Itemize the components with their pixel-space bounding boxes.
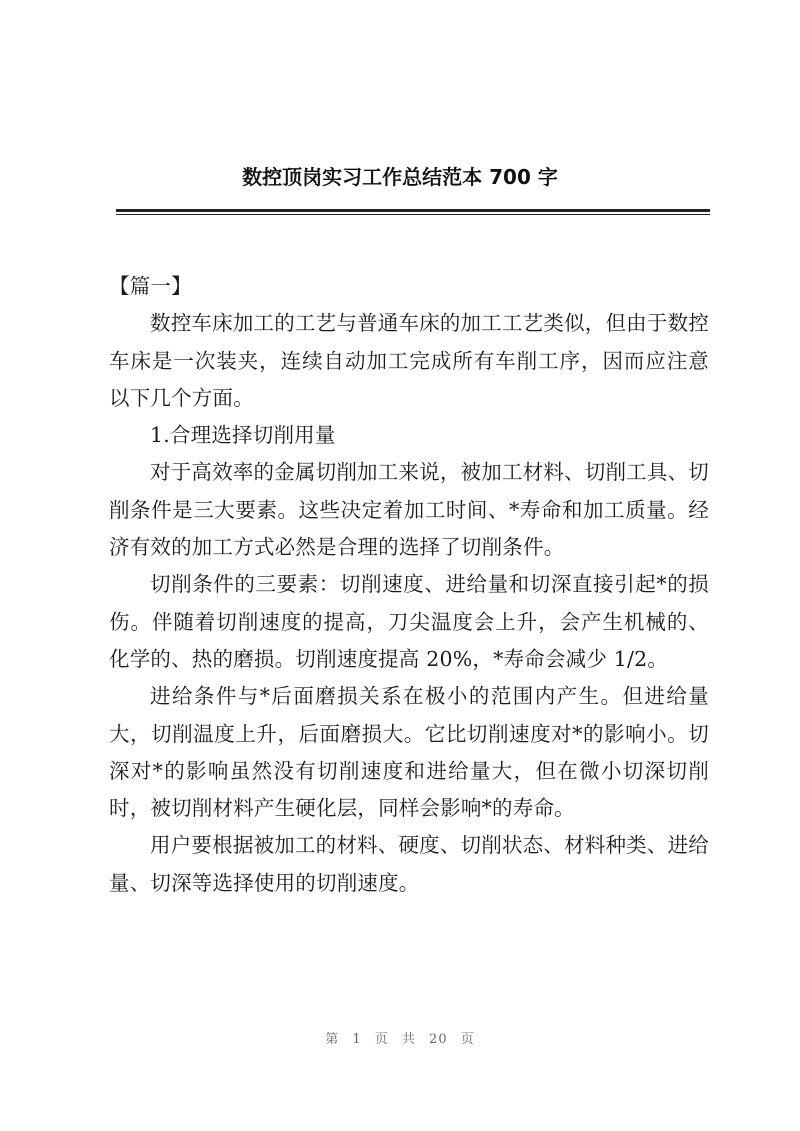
title-divider	[116, 209, 710, 215]
document-body	[109, 268, 709, 902]
section-heading: 1.合理选择切削用量	[150, 423, 336, 448]
section-label: 【篇一】	[109, 274, 192, 298]
page-number-footer: 第 1 页 共 20 页	[325, 1032, 475, 1047]
paragraph: 进给条件与*后面磨损关系在极小的范围内产生。但进给量大，切削温度上升，后面磨损大。它比切削速度对*的影响小。切深对*的影响虽然没有切削速度和进给量大，但在微小切深切削时，被切削材料产生硬化层，同样会影响*的寿命。	[109, 684, 709, 821]
paragraph: 对于高效率的金属切削加工来说，被加工材料、切削工具、切削条件是三大要素。这些决定着加工时间、*寿命和加工质量。经济有效的加工方式必然是合理的选择了切削条件。	[109, 460, 709, 560]
page-title: 数控顶岗实习工作总结范本 700 字	[242, 165, 558, 189]
paragraph: 切削条件的三要素：切削速度、进给量和切深直接引起*的损伤。伴随着切削速度的提高，刀尖温度会上升，会产生机械的、化学的、热的磨损。切削速度提高 20%，*寿命会减少 1/2。	[109, 572, 709, 671]
paragraph-intro: 数控车床加工的工艺与普通车床的加工工艺类似，但由于数控车床是一次装夹，连续自动加工完成所有车削工序，因而应注意以下几个方面。	[109, 311, 709, 410]
paragraph: 用户要根据被加工的材料、硬度、切削状态、材料种类、进给量、切深等选择使用的切削速度。	[109, 833, 709, 895]
